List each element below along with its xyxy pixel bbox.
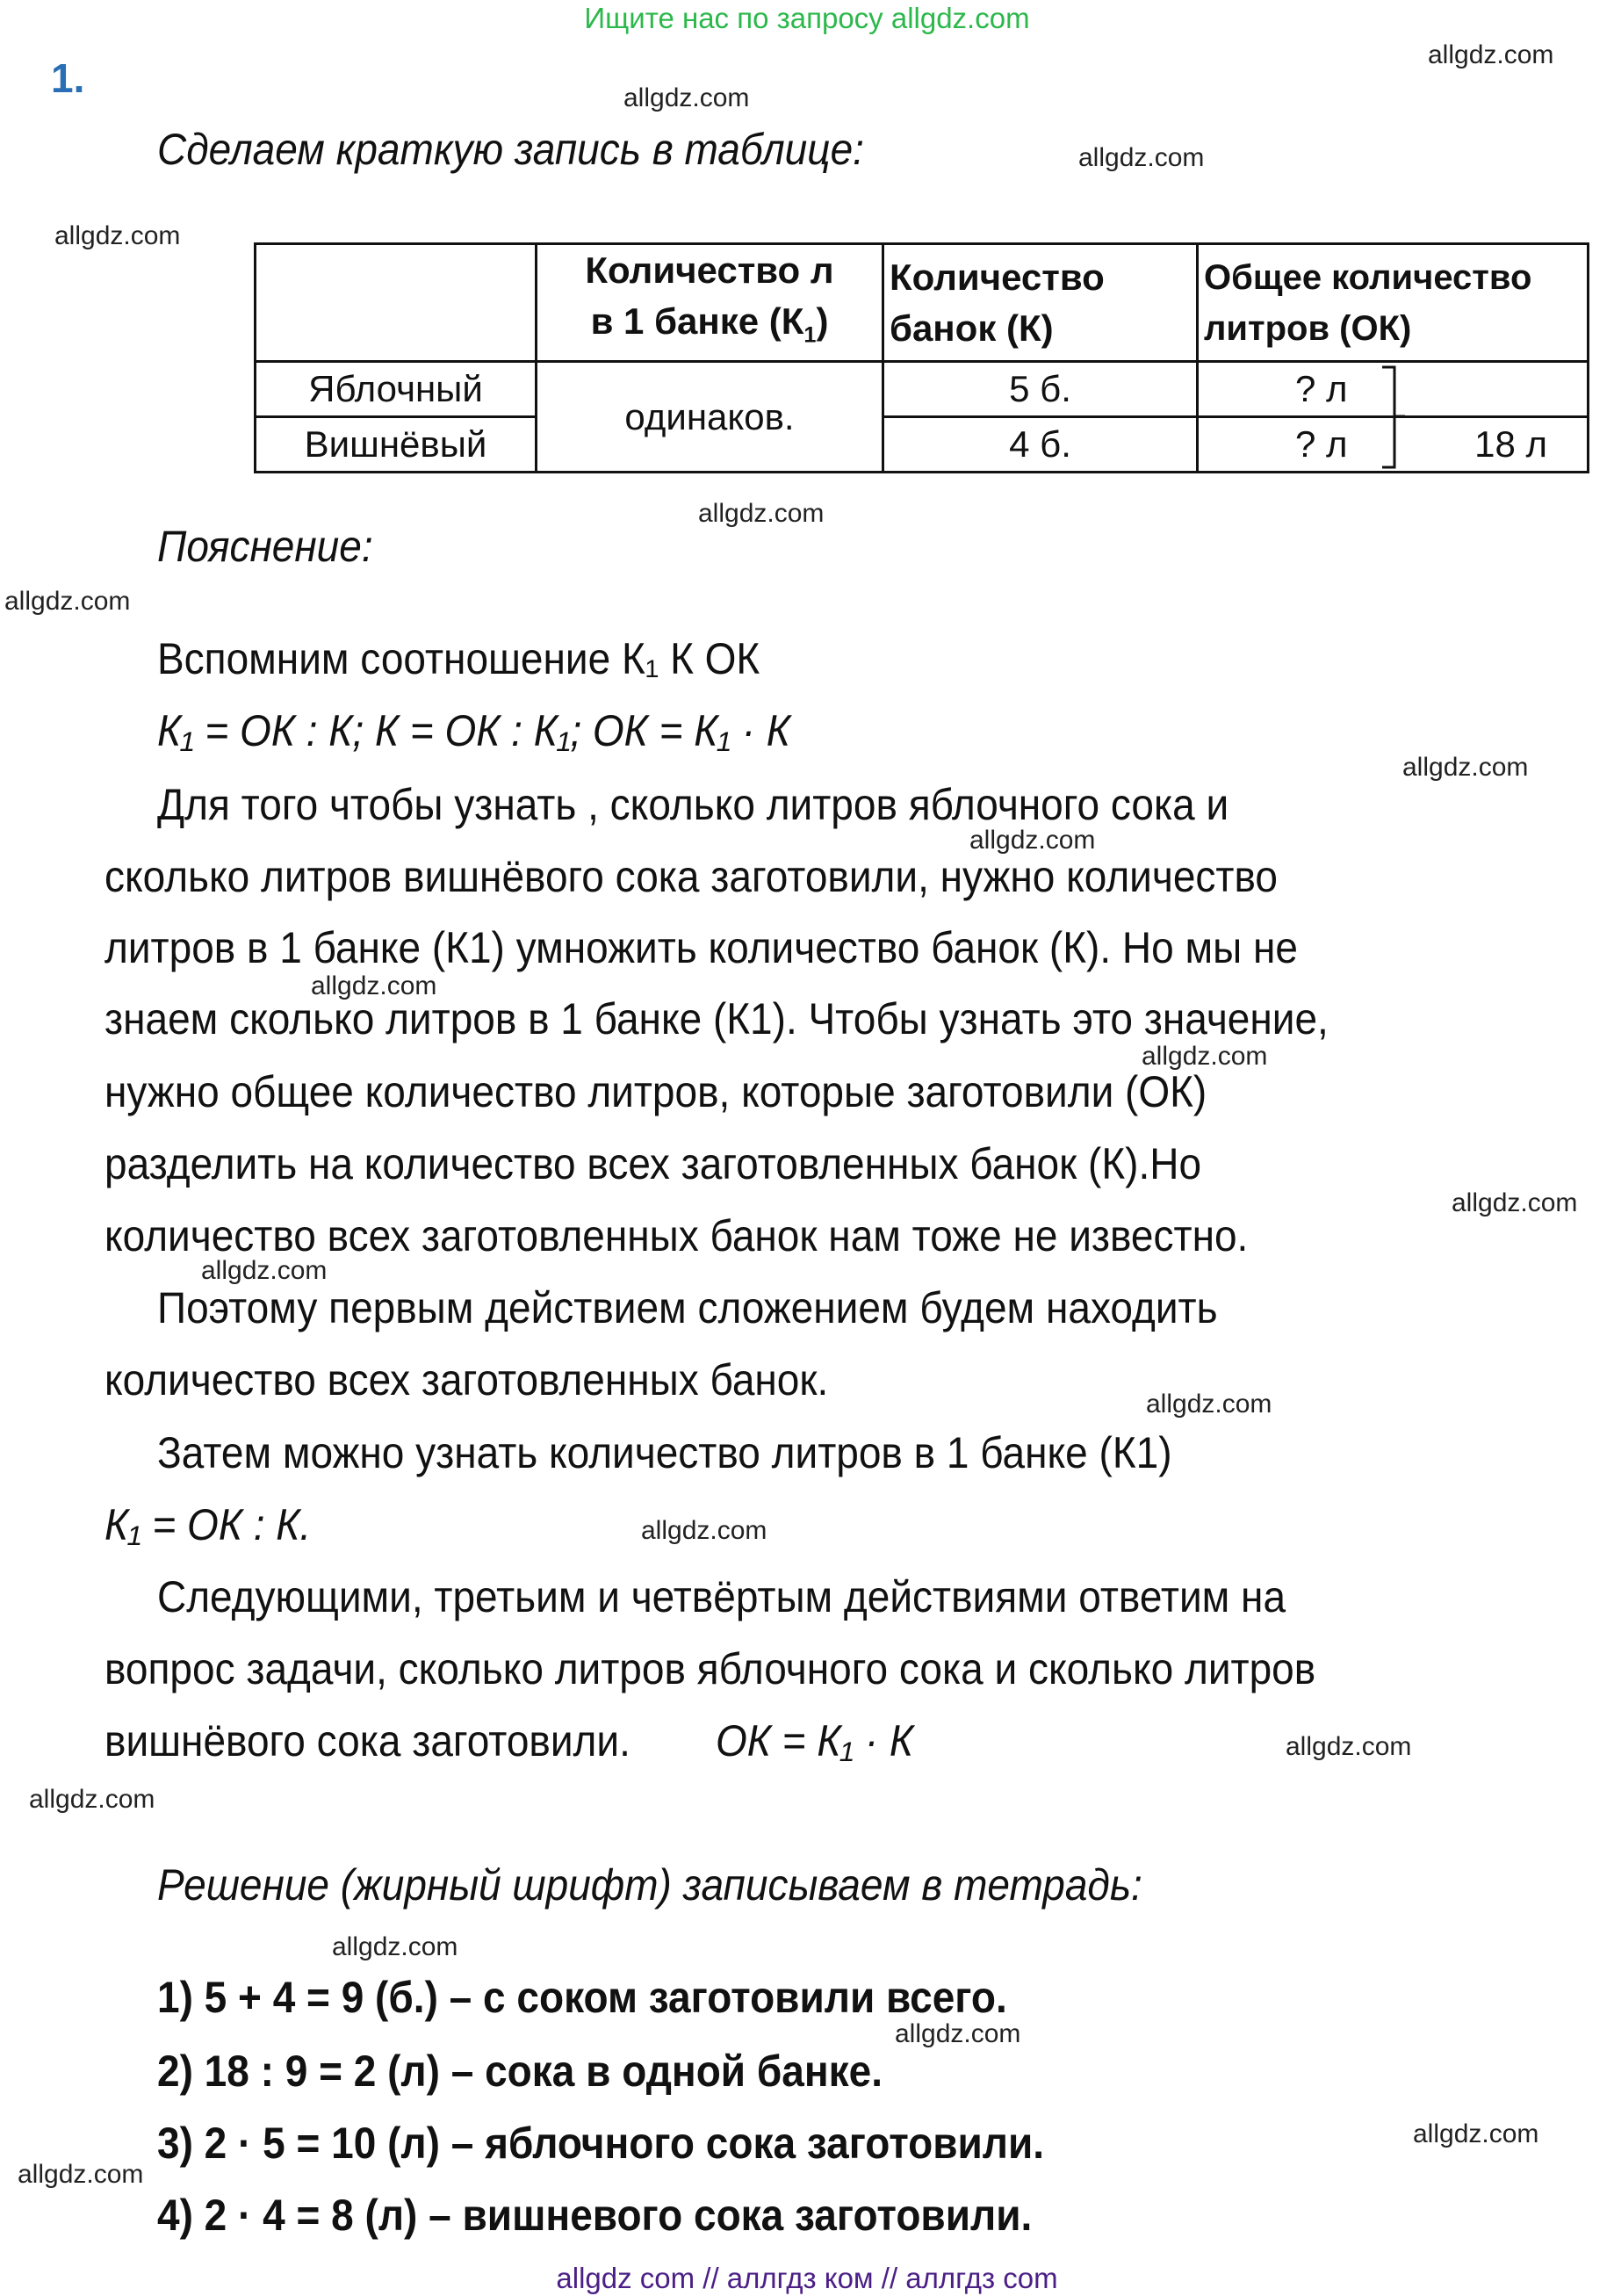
footer-links[interactable]: allgdz com // аллгдз ком // аллгдз com [556,2262,1058,2294]
watermark: allgdz.com [18,2160,144,2189]
text-line: количество всех заготовленных банок. [104,1355,829,1404]
header-total [1198,244,1589,362]
heading: Сделаем краткую запись в таблице: [157,125,864,174]
row-count: 4 б. [883,417,1198,473]
row-total-text: ? л [1295,423,1348,466]
watermark: allgdz.com [1413,2119,1539,2148]
watermark: allgdz.com [311,971,437,1000]
header-text: Количество [890,256,1105,298]
watermark: allgdz.com [1078,143,1205,172]
formula-line: ОК = К₁ · К [716,1716,913,1765]
text-line: литров в 1 банке (К1) умножить количество банок (К). Но мы не [104,923,1298,972]
row-count: 5 б. [883,362,1198,417]
watermark: allgdz.com [623,83,750,112]
header-text: ) [816,300,829,342]
watermark: allgdz.com [895,2019,1021,2048]
text-line: нужно общее количество литров, которые заготовили (ОК) [104,1067,1207,1116]
header-text: в 1 банке (К [590,300,804,342]
header-text: литров (ОК) [1204,308,1412,348]
watermark: allgdz.com [201,1256,328,1285]
header-empty [256,244,537,362]
header-jars [883,244,1198,362]
text-line: разделить на количество всех заготовленных банок (К).Но [104,1139,1202,1188]
row-name: Вишнёвый [256,417,537,473]
solution-title: Решение (жирный шрифт) записываем в тетрадь: [157,1860,1142,1910]
sum-label: 18 л [1474,423,1547,466]
header-text: Общее количество [1204,257,1532,297]
row-total: ? л [1198,362,1589,417]
text-line: Затем можно узнать количество литров в 1 банке (К1) [157,1428,1172,1477]
header-text: Количество л [585,249,834,291]
watermark: allgdz.com [969,826,1096,855]
watermark: allgdz.com [1452,1188,1578,1217]
watermark: allgdz.com [54,221,181,250]
text-line: вишнёвого сока заготовили. [104,1716,630,1765]
explanation-title: Пояснение: [157,522,373,571]
text-line: количество всех заготовленных банок нам тоже не известно. [104,1211,1249,1260]
watermark: allgdz.com [332,1932,458,1961]
watermark: allgdz.com [1286,1732,1412,1761]
formula-line: К₁ = ОК : К. [104,1500,312,1549]
text-line: Следующими, третьим и четвёртым действиями ответим на [157,1572,1286,1621]
text-line: сколько литров вишнёвого сока заготовили, нужно количество [104,852,1278,901]
watermark: allgdz.com [698,499,825,528]
table-header-row [256,244,1589,362]
watermark: allgdz.com [1428,40,1554,69]
task-number: 1. [51,55,85,101]
formula-line: К₁ = ОК : К; К = ОК : К₁; ОК = К₁ · К [157,706,790,755]
solution-step: 4) 2 · 4 = 8 (л) – вишневого сока заготовили. [157,2191,1033,2240]
watermark: allgdz.com [641,1516,767,1545]
watermark: allgdz.com [1146,1390,1272,1419]
watermark: allgdz.com [1142,1042,1268,1071]
text-line: Для того чтобы узнать , сколько литров яблочного сока и [157,780,1229,829]
text-line: знаем сколько литров в 1 банке (К1). Чтобы узнать это значение, [104,994,1329,1043]
solution-step: 2) 18 : 9 = 2 (л) – сока в одной банке. [157,2047,883,2096]
row-name: Яблочный [256,362,537,417]
header-per-jar [537,244,883,362]
search-banner[interactable]: Ищите нас по запросу allgdz.com [584,2,1030,34]
text-line: Вспомним соотношение К₁ К ОК [157,634,760,683]
header-text: банок (К) [890,307,1054,349]
solution-step: 1) 5 + 4 = 9 (б.) – с соком заготовили всего. [157,1973,1007,2022]
watermark: allgdz.com [4,587,131,616]
brace-icon [1380,364,1416,473]
watermark: allgdz.com [1402,753,1529,782]
solution-step: 3) 2 · 5 = 10 (л) – яблочного сока заготовили. [157,2119,1045,2168]
header-sub: 1 [803,322,817,348]
text-line: Поэтому первым действием сложением будем находить [157,1283,1218,1332]
watermark: allgdz.com [29,1785,155,1814]
same-cell: одинаков. [537,362,883,473]
text-line: вопрос задачи, сколько литров яблочного сока и сколько литров [104,1644,1316,1693]
